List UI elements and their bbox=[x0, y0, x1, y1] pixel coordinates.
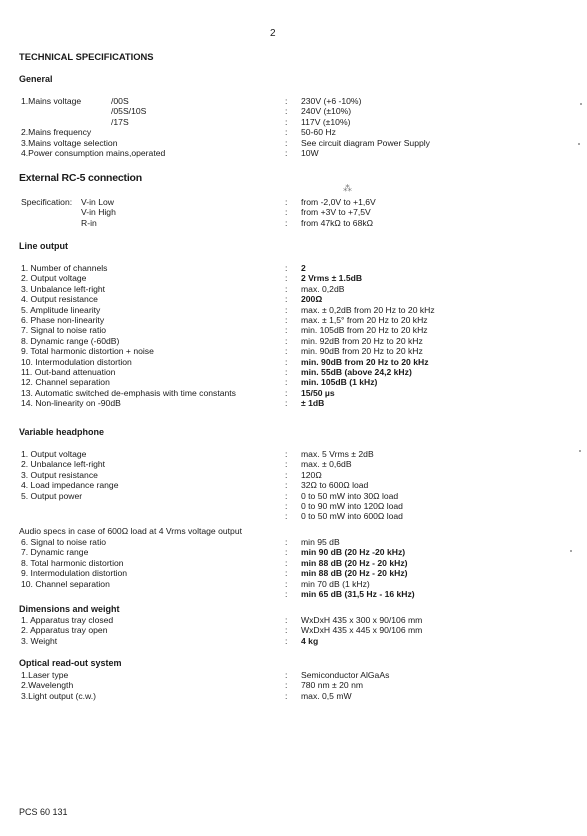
spec-value: min 88 dB (20 Hz - 20 kHz) bbox=[301, 568, 408, 579]
scan-speck bbox=[579, 450, 581, 452]
spec-label: 3. Unbalance left-right bbox=[21, 283, 106, 294]
spec-colon: : bbox=[285, 207, 288, 218]
spec-row bbox=[19, 398, 579, 408]
spec-label: 10. Intermodulation distortion bbox=[21, 356, 132, 367]
dimensions-spec-list bbox=[19, 615, 579, 646]
spec-label: 12. Channel separation bbox=[21, 377, 110, 388]
scan-speck bbox=[578, 143, 580, 145]
spec-value: min. 105dB from 20 Hz to 20 kHz bbox=[301, 325, 428, 336]
spec-colon: : bbox=[285, 547, 288, 558]
spec-colon: : bbox=[285, 314, 288, 325]
spec-row bbox=[19, 357, 579, 367]
spec-value: 117V (±10%) bbox=[301, 116, 351, 127]
spec-value: See circuit diagram Power Supply bbox=[301, 137, 430, 148]
spec-label: 4.Power consumption mains,operated bbox=[21, 147, 166, 158]
spec-value: min. 92dB from 20 Hz to 20 kHz bbox=[301, 335, 423, 346]
spec-sublabel: /05S/10S bbox=[111, 106, 147, 117]
spec-row bbox=[19, 589, 579, 599]
spec-value: min. 105dB (1 kHz) bbox=[301, 377, 378, 388]
spec-row bbox=[19, 480, 579, 490]
spec-value: min 70 dB (1 kHz) bbox=[301, 578, 370, 589]
spec-colon: : bbox=[285, 670, 288, 680]
spec-row bbox=[19, 691, 579, 701]
spec-row bbox=[19, 568, 579, 578]
spec-label: 10. Channel separation bbox=[21, 578, 110, 589]
spec-label: 1.Mains voltage bbox=[21, 96, 82, 106]
spec-value: 780 nm ± 20 nm bbox=[301, 680, 364, 691]
spec-colon: : bbox=[285, 356, 288, 367]
spec-value: min. 55dB (above 24,2 kHz) bbox=[301, 366, 412, 377]
spec-colon: : bbox=[285, 127, 288, 138]
spec-row bbox=[19, 127, 579, 137]
spec-row bbox=[19, 636, 579, 646]
spec-label: 1. Apparatus tray closed bbox=[21, 615, 114, 625]
spec-colon: : bbox=[285, 480, 288, 491]
spec-colon: : bbox=[285, 490, 288, 501]
spec-row bbox=[19, 388, 579, 398]
spec-colon: : bbox=[285, 680, 288, 691]
spec-label: 2. Output voltage bbox=[21, 273, 87, 284]
spec-value: min 90 dB (20 Hz -20 kHz) bbox=[301, 547, 406, 558]
spec-value: 0 to 50 mW into 600Ω load bbox=[301, 511, 403, 522]
audio600-heading: Audio specs in case of 600Ω load at 4 Vrms voltage output bbox=[19, 526, 242, 536]
spec-colon: : bbox=[285, 511, 288, 522]
spec-label: 3.Mains voltage selection bbox=[21, 137, 118, 148]
spec-value: 32Ω to 600Ω load bbox=[301, 480, 369, 491]
spec-colon: : bbox=[285, 690, 288, 701]
spec-label: 2.Mains frequency bbox=[21, 127, 92, 138]
spec-value: 50-60 Hz bbox=[301, 127, 336, 138]
spec-row bbox=[19, 284, 579, 294]
spec-colon: : bbox=[285, 588, 288, 599]
spec-row bbox=[19, 547, 579, 557]
spec-label: 1. Number of channels bbox=[21, 263, 108, 273]
spec-value: min 65 dB (31,5 Hz - 16 kHz) bbox=[301, 588, 415, 599]
spec-colon: : bbox=[285, 217, 288, 228]
document-title: TECHNICAL SPECIFICATIONS bbox=[19, 51, 154, 62]
page-number: 2 bbox=[270, 28, 276, 39]
spec-row bbox=[19, 148, 579, 158]
spec-value: from +3V to +7,5V bbox=[301, 207, 371, 218]
spec-row bbox=[19, 625, 579, 635]
spec-row bbox=[19, 273, 579, 283]
spec-value: max. 0,5 mW bbox=[301, 690, 352, 701]
spec-colon: : bbox=[285, 106, 288, 117]
spec-colon: : bbox=[285, 325, 288, 336]
spec-row bbox=[19, 459, 579, 469]
spec-row bbox=[19, 377, 579, 387]
spec-value: Semiconductor AlGaAs bbox=[301, 670, 390, 680]
spec-row bbox=[19, 367, 579, 377]
spec-label: 3.Light output (c.w.) bbox=[21, 690, 96, 701]
spec-label: 6. Signal to noise ratio bbox=[21, 537, 107, 547]
spec-value: 10W bbox=[301, 147, 319, 158]
section-heading-general: General bbox=[19, 74, 53, 84]
spec-colon: : bbox=[285, 615, 288, 625]
spec-colon: : bbox=[285, 387, 288, 398]
section-heading-optical: Optical read-out system bbox=[19, 658, 122, 668]
spec-colon: : bbox=[285, 366, 288, 377]
spec-value: 120Ω bbox=[301, 469, 322, 480]
spec-colon: : bbox=[285, 147, 288, 158]
scan-speck bbox=[580, 103, 582, 105]
spec-colon: : bbox=[285, 304, 288, 315]
spec-row bbox=[19, 117, 579, 127]
scan-mark: ⁂ bbox=[343, 183, 352, 193]
headphone-spec-list bbox=[19, 449, 579, 522]
spec-label: 2. Unbalance left-right bbox=[21, 459, 106, 470]
spec-colon: : bbox=[285, 578, 288, 589]
spec-colon: : bbox=[285, 283, 288, 294]
spec-label: 7. Dynamic range bbox=[21, 547, 89, 558]
spec-colon: : bbox=[285, 557, 288, 568]
spec-label: 1.Laser type bbox=[21, 670, 69, 680]
spec-label: 9. Intermodulation distortion bbox=[21, 568, 128, 579]
spec-label: 5. Output power bbox=[21, 490, 83, 501]
spec-value: min 95 dB bbox=[301, 537, 340, 547]
spec-value: 0 to 50 mW into 30Ω load bbox=[301, 490, 399, 501]
spec-row bbox=[19, 470, 579, 480]
spec-colon: : bbox=[285, 346, 288, 357]
spec-value: from -2,0V to +1,6V bbox=[301, 197, 376, 207]
spec-value: WxDxH 435 x 300 x 90/106 mm bbox=[301, 615, 423, 625]
spec-colon: : bbox=[285, 459, 288, 470]
spec-row bbox=[19, 558, 579, 568]
spec-label: 4. Output resistance bbox=[21, 294, 98, 305]
spec-value: max. 5 Vrms ± 2dB bbox=[301, 449, 374, 459]
spec-colon: : bbox=[285, 273, 288, 284]
section-heading-rc5: External RC-5 connection bbox=[19, 172, 142, 184]
spec-row bbox=[19, 615, 579, 625]
footer-code: PCS 60 131 bbox=[19, 807, 68, 817]
spec-value: max. ± 0,6dB bbox=[301, 459, 352, 470]
spec-row bbox=[19, 680, 579, 690]
spec-colon: : bbox=[285, 398, 288, 409]
scan-speck bbox=[570, 550, 572, 552]
spec-row bbox=[19, 106, 579, 116]
spec-value: max. ± 0,2dB from 20 Hz to 20 kHz bbox=[301, 304, 435, 315]
spec-row bbox=[19, 263, 579, 273]
spec-value: 230V (+6 -10%) bbox=[301, 96, 362, 106]
spec-label: 2.Wavelength bbox=[21, 680, 74, 691]
spec-value: WxDxH 435 x 445 x 90/106 mm bbox=[301, 625, 423, 636]
spec-value: 4 kg bbox=[301, 635, 319, 646]
spec-label: 3. Weight bbox=[21, 635, 58, 646]
spec-sublabel: R-in bbox=[81, 217, 97, 228]
spec-sublabel: V-in High bbox=[81, 207, 116, 218]
audio600-heading-row bbox=[19, 526, 579, 536]
line-output-spec-list bbox=[19, 263, 579, 408]
spec-colon: : bbox=[285, 294, 288, 305]
section-heading-dimensions: Dimensions and weight bbox=[19, 604, 120, 614]
spec-row bbox=[19, 294, 579, 304]
rc5-spec-list bbox=[19, 197, 579, 228]
spec-colon: : bbox=[285, 449, 288, 459]
spec-row bbox=[19, 491, 579, 501]
spec-value: max. ± 1,5° from 20 Hz to 20 kHz bbox=[301, 314, 428, 325]
spec-value: 0 to 90 mW into 120Ω load bbox=[301, 500, 403, 511]
spec-colon: : bbox=[285, 537, 288, 547]
spec-colon: : bbox=[285, 335, 288, 346]
spec-label: 2. Apparatus tray open bbox=[21, 625, 108, 636]
spec-value: 2 Vrms ± 1.5dB bbox=[301, 273, 363, 284]
spec-colon: : bbox=[285, 263, 288, 273]
spec-value: min. 90dB from 20 Hz to 20 kHz bbox=[301, 346, 423, 357]
spec-colon: : bbox=[285, 469, 288, 480]
spec-colon: : bbox=[285, 137, 288, 148]
spec-row bbox=[19, 537, 579, 547]
spec-value: 15/50 µs bbox=[301, 387, 335, 398]
spec-row bbox=[19, 501, 579, 511]
spec-label: 9. Total harmonic distortion + noise bbox=[21, 346, 154, 357]
spec-row bbox=[19, 346, 579, 356]
spec-colon: : bbox=[285, 96, 288, 106]
general-spec-list bbox=[19, 96, 579, 158]
spec-label: 14. Non-linearity on -90dB bbox=[21, 398, 121, 409]
section-heading-line-output: Line output bbox=[19, 241, 68, 251]
spec-row bbox=[19, 96, 579, 106]
spec-label: 4. Load impedance range bbox=[21, 480, 119, 491]
spec-label: Specification: bbox=[21, 197, 73, 207]
spec-value: 2 bbox=[301, 263, 306, 273]
spec-value: from 47kΩ to 68kΩ bbox=[301, 217, 374, 228]
spec-label: 8. Total harmonic distortion bbox=[21, 557, 124, 568]
spec-label: 13. Automatic switched de-emphasis with time constants bbox=[21, 387, 236, 398]
section-heading-headphone: Variable headphone bbox=[19, 427, 105, 437]
spec-colon: : bbox=[285, 377, 288, 388]
spec-colon: : bbox=[285, 116, 288, 127]
spec-row bbox=[19, 305, 579, 315]
spec-colon: : bbox=[285, 568, 288, 579]
optical-spec-list bbox=[19, 670, 579, 701]
spec-row bbox=[19, 579, 579, 589]
spec-row bbox=[19, 315, 579, 325]
spec-value: max. 0,2dB bbox=[301, 283, 345, 294]
spec-row bbox=[19, 207, 579, 217]
spec-value: ± 1dB bbox=[301, 398, 325, 409]
spec-label: 5. Amplitude linearity bbox=[21, 304, 101, 315]
audio600-spec-list bbox=[19, 537, 579, 599]
spec-label: 1. Output voltage bbox=[21, 449, 87, 459]
spec-label: 7. Signal to noise ratio bbox=[21, 325, 107, 336]
spec-label: 3. Output resistance bbox=[21, 469, 98, 480]
spec-sublabel: /00S bbox=[111, 96, 129, 106]
spec-colon: : bbox=[285, 635, 288, 646]
spec-label: 6. Phase non-linearity bbox=[21, 314, 105, 325]
spec-row bbox=[19, 325, 579, 335]
spec-value: 200Ω bbox=[301, 294, 323, 305]
spec-colon: : bbox=[285, 197, 288, 207]
spec-label: 11. Out-band attenuation bbox=[21, 366, 116, 377]
spec-row bbox=[19, 511, 579, 521]
spec-row bbox=[19, 218, 579, 228]
spec-value: 240V (±10%) bbox=[301, 106, 352, 117]
spec-sublabel: /17S bbox=[111, 116, 129, 127]
spec-row bbox=[19, 670, 579, 680]
spec-row bbox=[19, 138, 579, 148]
spec-value: min 88 dB (20 Hz - 20 kHz) bbox=[301, 557, 408, 568]
spec-row bbox=[19, 336, 579, 346]
spec-label: 8. Dynamic range (-60dB) bbox=[21, 335, 120, 346]
spec-row bbox=[19, 197, 579, 207]
spec-value: min. 90dB from 20 Hz to 20 kHz bbox=[301, 356, 429, 367]
spec-row bbox=[19, 449, 579, 459]
spec-sublabel: V-in Low bbox=[81, 197, 114, 207]
spec-colon: : bbox=[285, 500, 288, 511]
spec-colon: : bbox=[285, 625, 288, 636]
